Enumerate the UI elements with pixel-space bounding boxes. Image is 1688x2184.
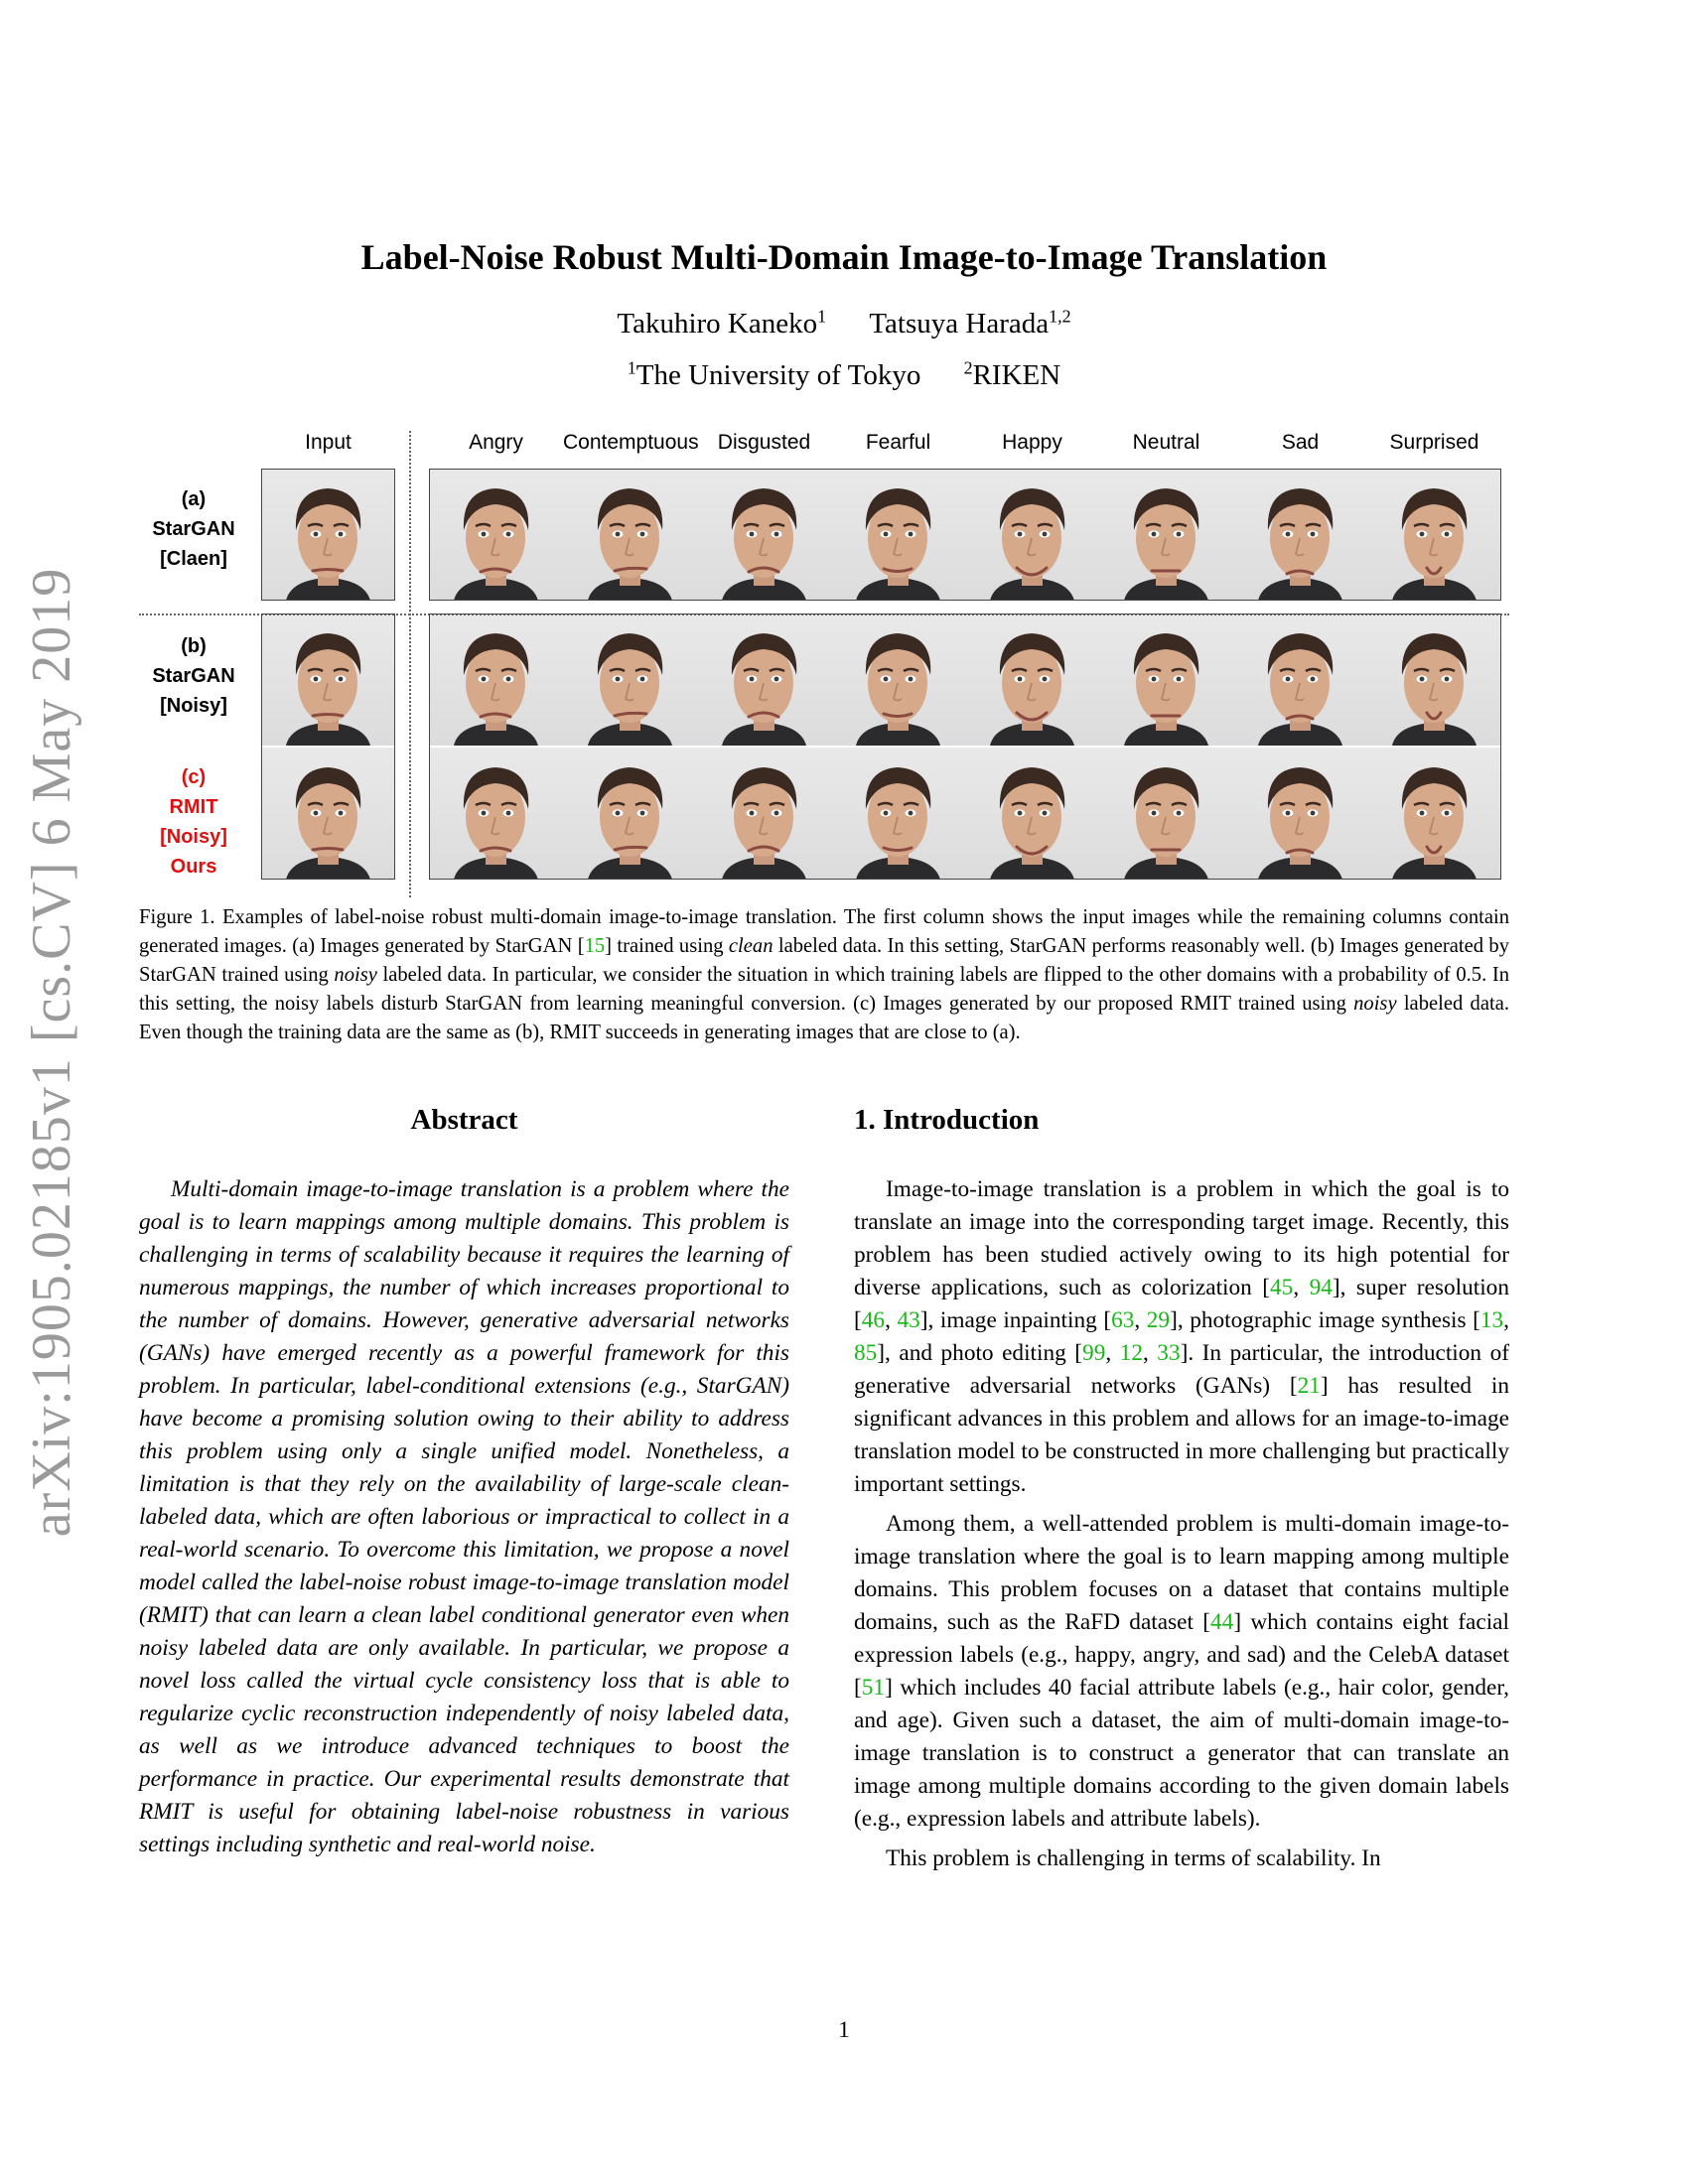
introduction-heading: 1. Introduction [854, 1104, 1040, 1136]
face-image [261, 469, 395, 601]
face-image [1233, 469, 1367, 601]
face-image [1367, 614, 1501, 746]
page-number: 1 [838, 2017, 850, 2042]
citation-link[interactable]: 63 [1111, 1307, 1135, 1333]
introduction-column [854, 1102, 1509, 1882]
column-label-surprised: Surprised [1389, 431, 1479, 454]
face-image [563, 748, 697, 880]
author-1: Takuhiro Kaneko$^1$ [617, 306, 827, 340]
figure-vertical-divider [409, 431, 411, 897]
arxiv-identifier: arXiv:1905.02185v1 [cs.CV] 6 May 2019 [21, 567, 82, 1538]
face-image [1367, 469, 1501, 601]
face-image [831, 748, 965, 880]
face-image [965, 614, 1099, 746]
citation-link[interactable]: 46 [861, 1307, 886, 1333]
abstract-text: Multi-domain image-to-image translation is a problem where the goal is to learn mappings among multiple domains. This problem is challenging in terms of scalability because it requires the learning of numerous mappings, the number of which increases proportional to the number of domains. However, generative adversarial networks (GANs) have emerged recently as a powerful framework for this problem. In particular, label-conditional extensions (e.g., StarGAN) have become a promising solution owing to their ability to address this problem using only a single unified model. Nonetheless, a limitation is that they rely on the availability of large-scale clean-labeled data, which are often laborious or impractical to collect in a real-world scenario. To overcome this limitation, we propose a novel model called the label-noise robust image-to-image translation model (RMIT) that can learn a clean label conditional generator even when noisy labeled data are only available. In particular, we propose a novel loss called the virtual cycle consistency loss that is able to regularize cyclic reconstruction independently of noisy labeled data, as well as we introduce advanced techniques to boost the performance in practice. Our experimental results demonstrate that RMIT is useful for obtaining label-noise robustness in various settings including synthetic and real-world noise. [139, 1176, 789, 1857]
row-label-a: (a) StarGAN [Claen] [152, 488, 235, 570]
affiliation-2: $^2$RIKEN [963, 357, 1061, 391]
row-label-c: (c) RMIT [Noisy] Ours [160, 766, 227, 878]
figure-1 [139, 431, 1509, 897]
face-image [697, 748, 831, 880]
affiliation-1: $^1$The University of Tokyo [627, 357, 921, 391]
face-image [1099, 469, 1233, 601]
citation-link[interactable]: 13 [1479, 1307, 1504, 1333]
face-image [1233, 748, 1367, 880]
face-image [1099, 748, 1233, 880]
row-label-b: (b) StarGAN [Noisy] [152, 635, 235, 717]
face-image [697, 469, 831, 601]
face-image [429, 469, 563, 601]
face-image [429, 614, 563, 746]
author-list [0, 308, 1688, 341]
intro-paragraph-1: Image-to-image translation is a problem in which the goal is to translate an image into the corresponding target image. Recently, this problem has been studied actively owing to its high potential for diverse applications, such as colorization [45, 94], super resolution [46, 43], image inpainting [63, 29], photographic image synthesis [13, 85], and photo editing [99, 12, 33]. In particular, the introduction of generative adversarial networks (GANs) [21] has resulted in significant advances in this problem and allows for an image-to-image translation model to be constructed in more challenging but practically important settings. [854, 1176, 1510, 1497]
face-image [831, 614, 965, 746]
intro-paragraph-2: Among them, a well-attended problem is multi-domain image-to-image translation where the goal is to learn mapping among multiple domains. This problem focuses on a dataset that contains multiple domains, such as the RaFD dataset [44] which contains eight facial expression labels (e.g., happy, angry, and sad) and the CelebA dataset [51] which includes 40 facial attribute labels (e.g., hair color, gender, and age). Given such a dataset, the aim of multi-domain image-to-image translation is to construct a generator that can translate an image among multiple domains according to the given domain labels (e.g., expression labels and attribute labels). [854, 1511, 1509, 1832]
citation-link[interactable]: 29 [1146, 1307, 1171, 1333]
face-image [965, 469, 1099, 601]
citation-link[interactable]: 99 [1082, 1340, 1106, 1366]
citation-link[interactable]: 12 [1119, 1340, 1143, 1366]
citation-link[interactable]: 45 [1270, 1275, 1294, 1300]
author-2: Tatsuya Harada$^{1,2}$ [869, 306, 1071, 340]
citation-link[interactable]: 85 [854, 1340, 878, 1366]
face-image [697, 614, 831, 746]
column-label-sad: Sad [1281, 431, 1320, 454]
figure-caption: Figure 1. Examples of label-noise robust multi-domain image-to-image translation. The first column shows the input images while the remaining columns contain generated images. (a) Images generated by StarGAN [15] trained using clean labeled data. In this setting, StarGAN performs reasonably well. (b) Images generated by StarGAN trained using noisy labeled data. In particular, we consider the situation in which training labels are flipped to the other domains with a probability of 0.5. In this setting, the noisy labels disturb StarGAN from learning meaningful conversion. (c) Images generated by our proposed RMIT trained using noisy labeled data. Even though the training data are the same as (b), RMIT succeeds in generating images that are close to (a). [139, 906, 1509, 1043]
face-image [429, 748, 563, 880]
citation-link[interactable]: 44 [1210, 1609, 1234, 1635]
face-image [831, 469, 965, 601]
face-image [563, 614, 697, 746]
face-image [563, 469, 697, 601]
column-label-disgusted: Disgusted [717, 431, 811, 454]
column-label-neutral: Neutral [1132, 431, 1200, 454]
face-image [965, 748, 1099, 880]
column-label-happy: Happy [1002, 431, 1062, 454]
citation-link[interactable]: 21 [1297, 1373, 1321, 1399]
face-image [1233, 614, 1367, 746]
citation-link[interactable]: 43 [897, 1307, 920, 1333]
face-image [261, 614, 395, 746]
abstract-column [139, 1102, 789, 1861]
face-image [1367, 748, 1501, 880]
citation-link[interactable]: 33 [1157, 1340, 1181, 1366]
column-label-input: Input [305, 431, 352, 454]
affiliation-list [0, 359, 1688, 392]
figure-horizontal-divider [139, 614, 1509, 615]
column-label-fearful: Fearful [865, 431, 931, 454]
face-image [1099, 614, 1233, 746]
figure-column-labels [139, 431, 1509, 461]
citation-link[interactable]: 15 [584, 935, 606, 957]
paper-title: Label-Noise Robust Multi-Domain Image-to-Image Translation [360, 237, 1328, 277]
column-label-contemptuous: Contemptuous [563, 431, 699, 454]
abstract-heading: Abstract [410, 1104, 518, 1136]
citation-link[interactable]: 51 [861, 1675, 886, 1701]
column-label-angry: Angry [469, 431, 523, 454]
citation-link[interactable]: 94 [1309, 1275, 1333, 1300]
intro-paragraph-3: This problem is challenging in terms of scalability. In [886, 1845, 1381, 1871]
face-image [261, 748, 395, 880]
